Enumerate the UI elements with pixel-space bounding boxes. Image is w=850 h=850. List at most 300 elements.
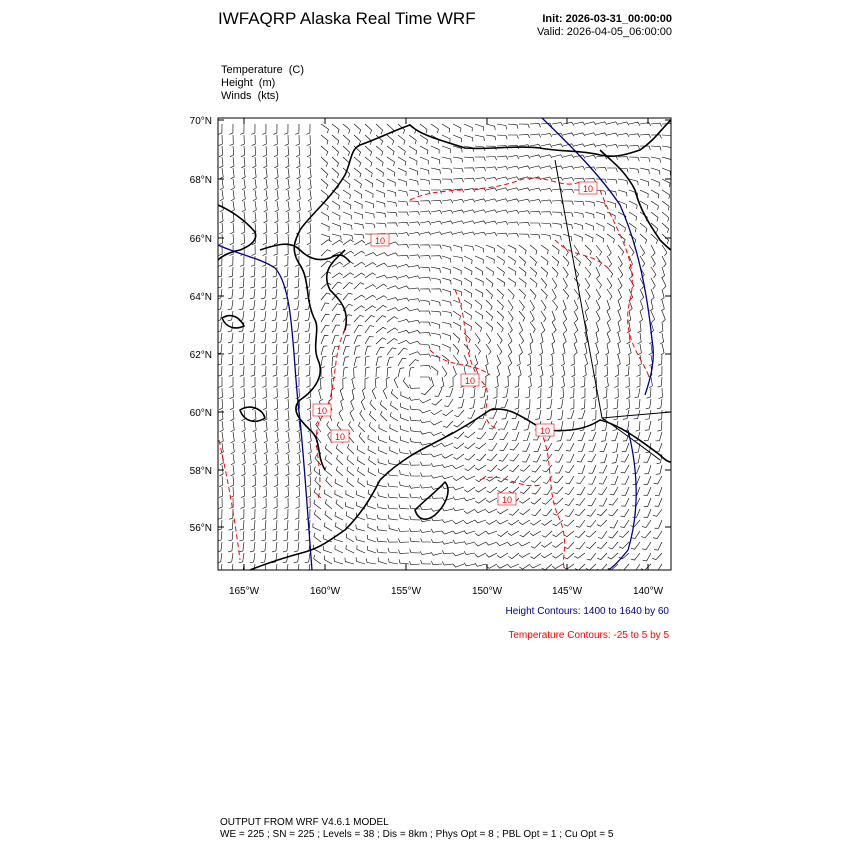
- wind-barb: [308, 454, 312, 465]
- wind-barb: [420, 431, 431, 434]
- wind-barb: [635, 399, 640, 409]
- wind-barb: [297, 212, 301, 223]
- wind-barb: [530, 278, 537, 288]
- wind-barb: [343, 378, 347, 389]
- wind-barb: [498, 531, 509, 537]
- wind-barb: [588, 454, 596, 462]
- wind-barb: [497, 124, 507, 130]
- temp-contour: [480, 477, 540, 486]
- wind-barb: [442, 157, 451, 163]
- wind-barb: [564, 553, 574, 559]
- wind-barb: [386, 377, 390, 388]
- wind-barb: [308, 168, 312, 179]
- wind-barb: [601, 432, 607, 441]
- wind-barb: [486, 188, 497, 191]
- wind-barb: [263, 157, 267, 168]
- wind-barb: [285, 146, 289, 157]
- wind-barb: [497, 311, 504, 321]
- wind-barb: [453, 487, 464, 490]
- wind-barb: [431, 124, 438, 133]
- wind-barb: [608, 542, 618, 549]
- wind-barb: [264, 443, 267, 454]
- wind-barb: [585, 223, 593, 230]
- wind-barb: [376, 367, 380, 377]
- wind-barb: [230, 157, 234, 168]
- wind-barb: [465, 465, 475, 471]
- wind-barb: [585, 289, 590, 300]
- wind-barb: [486, 233, 497, 237]
- wind-barb: [421, 473, 432, 477]
- wind-barb: [615, 366, 619, 377]
- wind-barb: [622, 443, 629, 451]
- field-name: Temperature: [221, 64, 283, 76]
- wind-barb: [621, 454, 629, 462]
- wind-barb: [519, 311, 525, 321]
- wind-barb: [655, 487, 662, 496]
- wind-barb: [220, 190, 223, 201]
- wind-barb: [475, 135, 484, 141]
- wind-barb: [574, 122, 585, 125]
- wind-barb: [253, 432, 256, 443]
- wind-barb: [431, 517, 442, 521]
- wind-barb: [354, 273, 365, 278]
- wind-barb: [354, 190, 362, 198]
- wind-barb: [598, 531, 607, 538]
- wind-barb: [365, 356, 370, 366]
- wind-barb: [442, 550, 453, 554]
- wind-barb: [272, 333, 277, 343]
- lon-label: 165°W: [228, 586, 260, 597]
- wind-barb: [332, 304, 341, 311]
- wind-barb: [388, 493, 398, 498]
- wind-barb: [240, 267, 244, 277]
- wind-barb: [263, 388, 267, 399]
- wind-barb: [263, 234, 267, 245]
- wind-barb: [275, 190, 278, 201]
- wind-barb: [284, 124, 288, 134]
- wind-barb: [442, 454, 453, 458]
- wind-barb: [475, 487, 486, 492]
- wind-barb: [453, 124, 461, 132]
- wind-barb: [241, 487, 245, 498]
- wind-barb: [519, 166, 530, 169]
- wind-barb: [264, 432, 268, 443]
- wind-barb: [636, 421, 640, 431]
- wind-barb: [431, 146, 439, 154]
- wind-barb: [264, 465, 268, 476]
- wind-barb: [286, 421, 290, 432]
- lat-label: 56°N: [189, 523, 212, 534]
- wind-barb: [519, 542, 530, 546]
- wind-barb: [398, 358, 406, 366]
- wind-barb: [409, 266, 420, 270]
- wind-barb: [581, 377, 585, 387]
- wind-barb: [552, 553, 563, 558]
- wind-barb: [599, 465, 607, 473]
- wind-barb: [638, 322, 642, 333]
- wind-barb: [387, 338, 398, 344]
- wind-barb: [575, 531, 585, 538]
- wind-barb: [453, 256, 463, 262]
- wind-barb: [651, 256, 655, 267]
- wind-barb: [332, 240, 343, 245]
- wind-barb: [572, 366, 576, 377]
- wind-barb: [658, 410, 662, 420]
- wind-barb: [230, 234, 234, 245]
- wind-barb: [541, 256, 548, 265]
- wind-barb: [274, 476, 278, 487]
- wind-barb: [321, 346, 327, 355]
- wind-barb: [314, 510, 321, 520]
- wind-barb: [486, 344, 491, 355]
- wind-barb: [253, 179, 256, 190]
- wind-barb: [368, 446, 376, 454]
- wind-barb: [398, 190, 407, 196]
- wind-barb: [525, 388, 530, 398]
- wind-barb: [273, 509, 277, 519]
- wind-barb: [431, 289, 442, 293]
- wind-barb: [400, 436, 409, 443]
- wind-barb: [453, 267, 461, 275]
- wind-barb: [307, 476, 311, 487]
- wind-barb: [581, 388, 585, 398]
- wind-barb: [332, 223, 341, 230]
- wind-barb: [636, 377, 640, 387]
- wind-barb: [464, 245, 474, 251]
- wind-barb: [592, 410, 596, 420]
- wind-barb: [600, 443, 607, 451]
- wind-barb: [515, 377, 519, 387]
- lat-label: 58°N: [189, 466, 212, 477]
- wind-barb: [581, 399, 585, 409]
- wind-barb: [241, 234, 245, 245]
- wind-barb: [552, 177, 563, 180]
- wind-barb: [453, 333, 460, 343]
- wind-barb: [464, 541, 475, 544]
- wind-barb: [343, 146, 350, 156]
- wind-barb: [576, 520, 585, 527]
- wind-barb: [387, 348, 396, 355]
- wind-barb: [607, 234, 614, 243]
- wind-barb: [442, 245, 451, 251]
- wind-barb: [508, 531, 519, 536]
- wind-barb: [486, 267, 494, 276]
- wind-barb: [527, 355, 531, 366]
- wind-barb: [239, 289, 244, 299]
- wind-barb: [621, 498, 629, 506]
- wind-barb: [552, 300, 558, 311]
- wind-barb: [401, 414, 409, 421]
- wind-barb: [220, 212, 224, 223]
- wind-barb: [576, 542, 585, 549]
- wind-barb: [376, 263, 387, 267]
- wind-barb: [522, 443, 530, 451]
- wind-barb: [442, 232, 453, 235]
- wind-barb: [273, 366, 277, 376]
- wind-barb: [308, 443, 311, 454]
- wind-barb: [242, 201, 246, 212]
- wind-barb: [398, 264, 409, 267]
- wind-barb: [420, 529, 431, 532]
- wind-barb: [558, 399, 563, 409]
- wind-barb: [547, 410, 552, 420]
- wind-barb: [264, 454, 268, 465]
- wind-barb: [503, 388, 509, 398]
- wind-barb: [464, 135, 473, 142]
- wind-barb: [620, 520, 629, 528]
- temp-contour: [410, 178, 580, 200]
- wind-barb: [332, 212, 340, 220]
- wind-barb: [464, 551, 475, 554]
- wind-barb: [409, 157, 417, 165]
- wind-barb: [332, 201, 340, 210]
- wind-barb: [306, 366, 310, 376]
- wind-barb: [261, 311, 266, 321]
- wind-barb: [239, 278, 244, 288]
- wind-barb: [574, 212, 584, 218]
- wind-barb: [285, 498, 289, 509]
- wind-barb: [644, 432, 651, 441]
- wind-barb: [612, 443, 618, 453]
- wind-barb: [508, 222, 519, 226]
- wind-barb: [241, 498, 245, 509]
- wind-barb: [555, 454, 563, 462]
- wind-barb: [376, 305, 387, 311]
- wind-barb: [286, 201, 290, 212]
- wind-barb: [654, 476, 662, 484]
- wind-barb: [398, 539, 409, 543]
- wind-barb: [306, 124, 310, 134]
- wind-barb: [453, 531, 464, 534]
- wind-barb: [332, 336, 339, 345]
- lat-label: 70°N: [189, 116, 212, 127]
- wind-barb: [250, 531, 255, 541]
- wind-barb: [325, 499, 332, 509]
- wind-barb: [486, 177, 497, 180]
- wind-barb: [409, 528, 420, 532]
- wind-barb: [508, 177, 519, 180]
- wind-barb: [585, 133, 596, 136]
- wind-barb: [286, 179, 290, 190]
- wind-barb: [294, 322, 299, 332]
- wind-barb: [541, 134, 552, 137]
- wind-barb: [489, 410, 497, 418]
- wind-barb: [354, 315, 364, 322]
- wind-barb: [346, 545, 354, 553]
- wind-barb: [332, 157, 339, 167]
- wind-barb: [296, 498, 300, 509]
- wind-barb: [275, 432, 279, 443]
- wind-barb: [565, 465, 574, 473]
- wind-barb: [535, 410, 541, 419]
- wind-barb: [354, 124, 361, 134]
- wind-barb: [497, 210, 508, 213]
- wind-barb: [409, 288, 420, 292]
- wind-barb: [431, 278, 441, 283]
- wind-barb: [431, 232, 442, 235]
- wind-barb: [487, 465, 497, 472]
- wind-barb: [464, 168, 475, 172]
- wind-barb: [332, 168, 339, 178]
- wind-barb: [343, 212, 351, 219]
- wind-barb: [365, 212, 374, 218]
- wind-barb: [272, 278, 277, 288]
- wind-barb: [294, 333, 299, 343]
- wind-barb: [541, 289, 547, 299]
- wind-barb: [530, 155, 541, 158]
- wind-barb: [563, 300, 566, 311]
- wind-barb: [241, 223, 245, 234]
- wind-barb: [421, 538, 431, 542]
- wind-barb: [541, 223, 551, 227]
- wind-barb: [410, 537, 420, 542]
- wind-barb: [497, 222, 508, 225]
- wind-barb: [562, 344, 565, 355]
- wind-barb: [475, 199, 486, 202]
- wind-barb: [242, 454, 246, 465]
- wind-barb: [597, 520, 607, 526]
- wind-barb: [497, 267, 504, 276]
- wind-barb: [453, 507, 464, 510]
- wind-barb: [519, 564, 530, 569]
- wind-barb: [658, 421, 663, 431]
- wind-barb: [500, 432, 509, 440]
- wind-barb: [420, 221, 431, 224]
- wind-barb: [520, 487, 530, 494]
- wind-barb: [377, 549, 387, 553]
- wind-barb: [599, 498, 607, 506]
- wind-barb: [321, 240, 332, 245]
- wind-barb: [251, 377, 255, 387]
- wind-barb: [499, 454, 508, 461]
- wind-barb: [387, 157, 395, 166]
- wind-barb: [519, 134, 530, 138]
- wind-barb: [575, 509, 585, 516]
- wind-barb: [497, 366, 500, 377]
- wind-barb: [398, 340, 409, 344]
- wind-barb: [653, 531, 662, 539]
- wind-barb: [442, 322, 451, 328]
- wind-barb: [307, 157, 311, 168]
- wind-barb: [539, 344, 542, 355]
- wind-barb: [230, 410, 234, 421]
- wind-barb: [399, 449, 409, 454]
- wind-barb: [486, 157, 497, 161]
- wind-barb: [272, 564, 277, 574]
- wind-barb: [307, 223, 311, 234]
- wind-barb: [510, 443, 519, 450]
- wind-barb: [498, 476, 508, 482]
- wind-barb: [552, 564, 563, 569]
- wind-barb: [367, 480, 376, 487]
- wind-barb: [652, 553, 662, 560]
- wind-barb: [274, 399, 278, 410]
- wind-barb: [530, 322, 535, 333]
- wind-barb: [585, 311, 588, 322]
- wind-barb: [391, 389, 398, 399]
- wind-barb: [464, 232, 475, 235]
- wind-barb: [552, 201, 563, 205]
- wind-barb: [467, 410, 475, 418]
- wind-barb: [365, 285, 376, 289]
- wind-barb: [398, 222, 409, 226]
- wind-barb: [325, 467, 332, 477]
- wind-barb: [519, 188, 530, 191]
- wind-barb: [519, 498, 530, 503]
- wind-barb: [554, 476, 564, 483]
- wind-barb: [286, 168, 290, 179]
- init-time: Init: 2026-03-31_00:00:00: [542, 13, 672, 25]
- wind-barb: [398, 276, 409, 279]
- wind-barb: [297, 443, 300, 454]
- wind-barb: [442, 289, 451, 296]
- wind-barb: [552, 256, 559, 266]
- wind-barb: [398, 319, 409, 322]
- wind-barb: [651, 289, 654, 300]
- wind-barb: [365, 146, 372, 156]
- wind-barb: [655, 443, 662, 452]
- wind-barb: [453, 232, 464, 235]
- wind-barb: [651, 190, 659, 198]
- wind-barb: [530, 267, 537, 277]
- wind-barb: [475, 311, 483, 320]
- wind-barb: [654, 542, 662, 550]
- wind-barb: [420, 344, 430, 349]
- wind-barb: [401, 403, 410, 410]
- wind-barb: [453, 278, 462, 285]
- wind-barb: [398, 255, 409, 259]
- wind-barb: [275, 212, 279, 223]
- wind-barb: [272, 289, 277, 299]
- wind-barb: [250, 322, 255, 332]
- wind-barb: [596, 234, 604, 243]
- wind-barb: [518, 366, 521, 377]
- wind-barb: [442, 278, 451, 284]
- wind-barb: [420, 267, 430, 272]
- wind-barb: [584, 344, 587, 355]
- model-info: OUTPUT FROM WRF V4.6.1 MODEL: [220, 817, 389, 828]
- wind-barb: [319, 388, 322, 399]
- wind-barb: [356, 557, 365, 564]
- wind-barb: [454, 410, 464, 417]
- wind-barb: [403, 378, 409, 388]
- wind-barb: [475, 289, 483, 297]
- wind-barb: [409, 397, 420, 401]
- wind-barb: [580, 421, 585, 431]
- wind-barb: [275, 201, 279, 212]
- wind-barb: [622, 487, 630, 495]
- wind-barb: [275, 465, 279, 476]
- wind-barb: [253, 421, 257, 432]
- wind-barb: [365, 378, 369, 389]
- wind-barb: [563, 289, 569, 299]
- wind-barb: [650, 300, 653, 311]
- wind-barb: [442, 476, 453, 479]
- wind-barb: [497, 333, 502, 344]
- wind-barb: [480, 388, 486, 398]
- field-unit: (kts): [257, 90, 279, 102]
- wind-barb: [239, 531, 244, 541]
- wind-barb: [565, 498, 574, 505]
- wind-barb: [662, 212, 669, 222]
- wind-barb: [497, 188, 508, 191]
- wind-barb: [321, 124, 328, 133]
- wind-barb: [420, 462, 431, 466]
- wind-barb: [231, 201, 235, 212]
- wind-barb: [263, 498, 267, 509]
- wind-barb: [365, 124, 372, 134]
- wind-barb: [324, 522, 332, 531]
